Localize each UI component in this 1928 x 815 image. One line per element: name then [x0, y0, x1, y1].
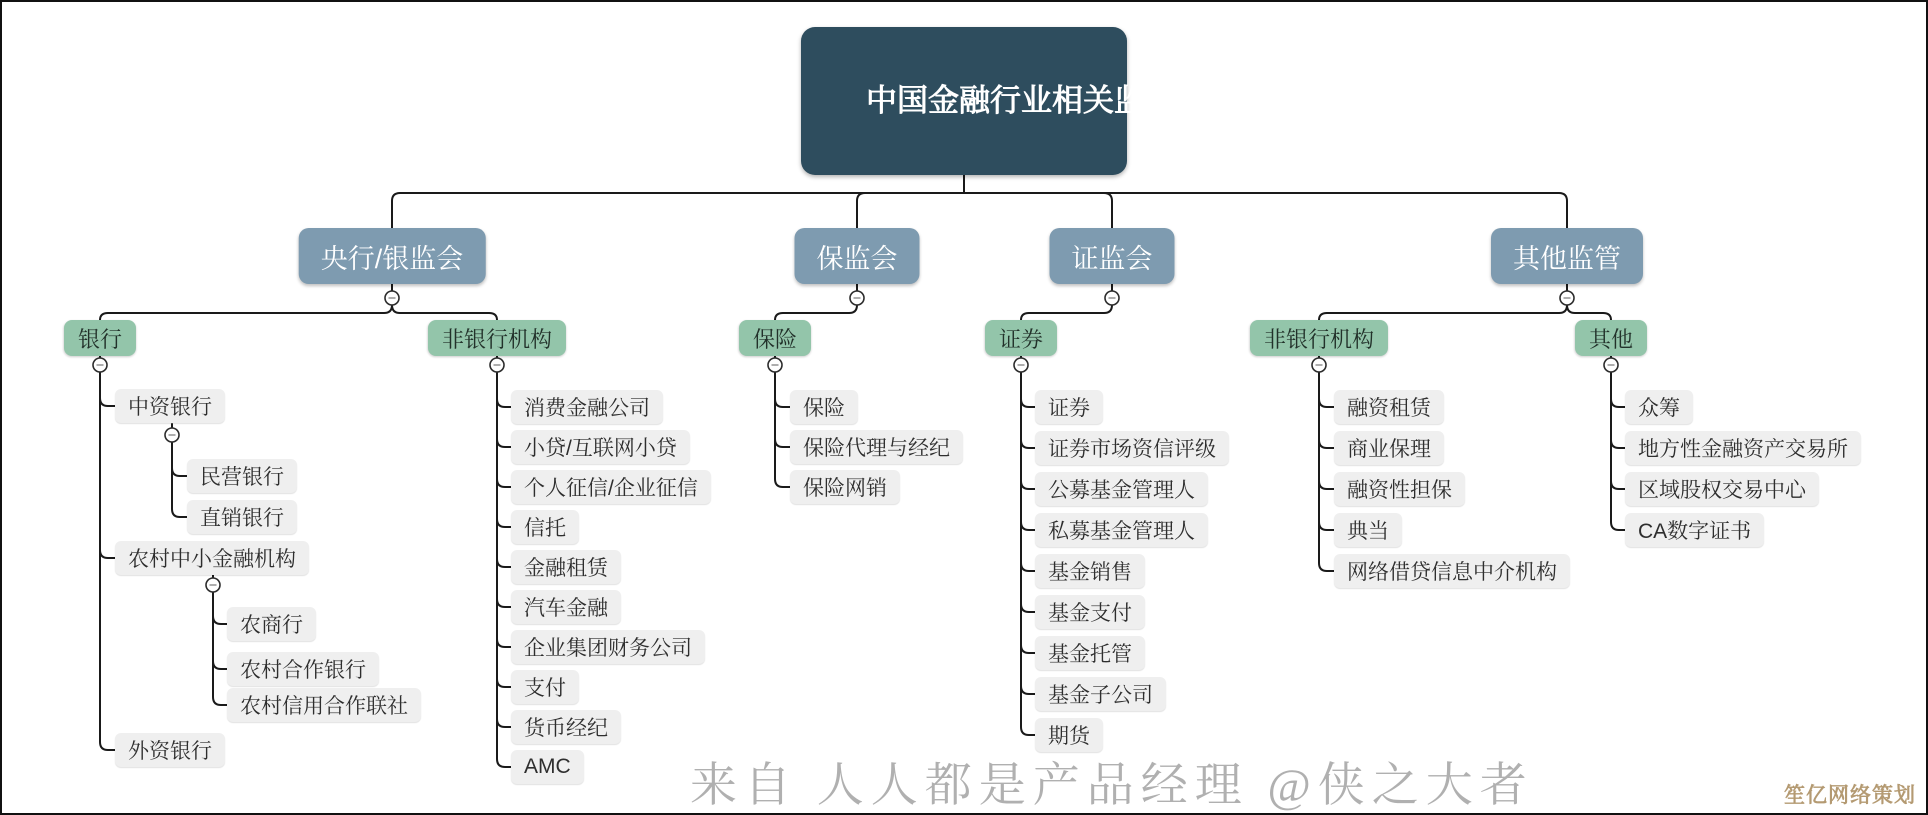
collapse-toggle-icon[interactable] — [1312, 358, 1326, 372]
node-category-securities[interactable]: 证券 — [985, 320, 1057, 356]
collapse-toggle-icon[interactable] — [850, 291, 864, 305]
node-item[interactable]: 私募基金管理人 — [1035, 513, 1208, 547]
collapse-toggle-icon[interactable] — [1604, 358, 1618, 372]
node-branch-pboc-cbrc[interactable]: 央行/银监会 — [299, 228, 486, 284]
node-item[interactable]: 证券市场资信评级 — [1035, 431, 1229, 465]
root-title: 中国金融行业相关监管 — [866, 82, 1176, 118]
node-item[interactable]: 农商行 — [227, 607, 316, 641]
watermark-text: 来自 人人都是产品经理 @侠之大者 — [690, 760, 1534, 812]
collapse-toggle-icon[interactable] — [1014, 358, 1028, 372]
node-item[interactable]: 中资银行 — [115, 389, 225, 423]
node-item[interactable]: 基金支付 — [1035, 595, 1145, 629]
brand-badge: 笙亿网络策划 — [1784, 784, 1916, 807]
node-item[interactable]: 融资性担保 — [1334, 472, 1465, 506]
node-item[interactable]: 农村信用合作联社 — [227, 688, 421, 722]
node-item[interactable]: 汽车金融 — [511, 590, 621, 624]
node-item[interactable]: CA数字证书 — [1625, 513, 1764, 547]
node-item[interactable]: 基金子公司 — [1035, 677, 1166, 711]
node-item[interactable]: 区域股权交易中心 — [1625, 472, 1819, 506]
node-item[interactable]: 保险 — [790, 390, 858, 424]
node-item[interactable]: 商业保理 — [1334, 431, 1444, 465]
node-item[interactable]: 保险网销 — [790, 470, 900, 504]
node-item[interactable]: 外资银行 — [115, 733, 225, 767]
node-item[interactable]: 公募基金管理人 — [1035, 472, 1208, 506]
node-item[interactable]: 民营银行 — [187, 459, 297, 493]
node-branch-circ[interactable]: 保监会 — [795, 228, 920, 284]
collapse-toggle-icon[interactable] — [165, 428, 179, 442]
node-category-nonbank[interactable]: 非银行机构 — [428, 320, 566, 356]
collapse-toggle-icon[interactable] — [1560, 291, 1574, 305]
node-root[interactable] — [801, 27, 1176, 175]
node-item[interactable]: 农村中小金融机构 — [115, 541, 309, 575]
node-item[interactable]: 基金托管 — [1035, 636, 1145, 670]
collapse-toggle-icon[interactable] — [93, 358, 107, 372]
node-item[interactable]: 证券 — [1035, 390, 1103, 424]
collapse-toggle-icon[interactable] — [1105, 291, 1119, 305]
node-item[interactable]: 小贷/互联网小贷 — [511, 430, 690, 464]
node-item[interactable]: 消费金融公司 — [511, 390, 663, 424]
node-branch-csrc[interactable]: 证监会 — [1050, 228, 1175, 284]
node-category-nonbank-other[interactable]: 非银行机构 — [1250, 320, 1388, 356]
node-item[interactable]: 农村合作银行 — [227, 652, 379, 686]
node-item[interactable]: 期货 — [1035, 718, 1103, 752]
node-item[interactable]: 保险代理与经纪 — [790, 430, 963, 464]
node-item[interactable]: AMC — [511, 750, 584, 784]
node-item[interactable]: 众筹 — [1625, 390, 1693, 424]
node-item[interactable]: 直销银行 — [187, 500, 297, 534]
node-item[interactable]: 企业集团财务公司 — [511, 630, 705, 664]
node-item[interactable]: 支付 — [511, 670, 579, 704]
node-category-misc[interactable]: 其他 — [1575, 320, 1647, 356]
node-item[interactable]: 网络借贷信息中介机构 — [1334, 554, 1570, 588]
collapse-toggle-icon[interactable] — [385, 291, 399, 305]
node-item[interactable]: 金融租赁 — [511, 550, 621, 584]
node-category-insurance[interactable]: 保险 — [739, 320, 811, 356]
node-item[interactable]: 融资租赁 — [1334, 390, 1444, 424]
node-item[interactable]: 典当 — [1334, 513, 1402, 547]
node-item[interactable]: 地方性金融资产交易所 — [1625, 431, 1861, 465]
collapse-toggle-icon[interactable] — [768, 358, 782, 372]
node-category-banks[interactable]: 银行 — [64, 320, 136, 356]
collapse-toggle-icon[interactable] — [490, 358, 504, 372]
node-item[interactable]: 个人征信/企业征信 — [511, 470, 711, 504]
node-item[interactable]: 信托 — [511, 510, 579, 544]
node-item[interactable]: 基金销售 — [1035, 554, 1145, 588]
node-branch-other[interactable]: 其他监管 — [1491, 228, 1643, 284]
node-item[interactable]: 货币经纪 — [511, 710, 621, 744]
collapse-toggle-icon[interactable] — [206, 578, 220, 592]
